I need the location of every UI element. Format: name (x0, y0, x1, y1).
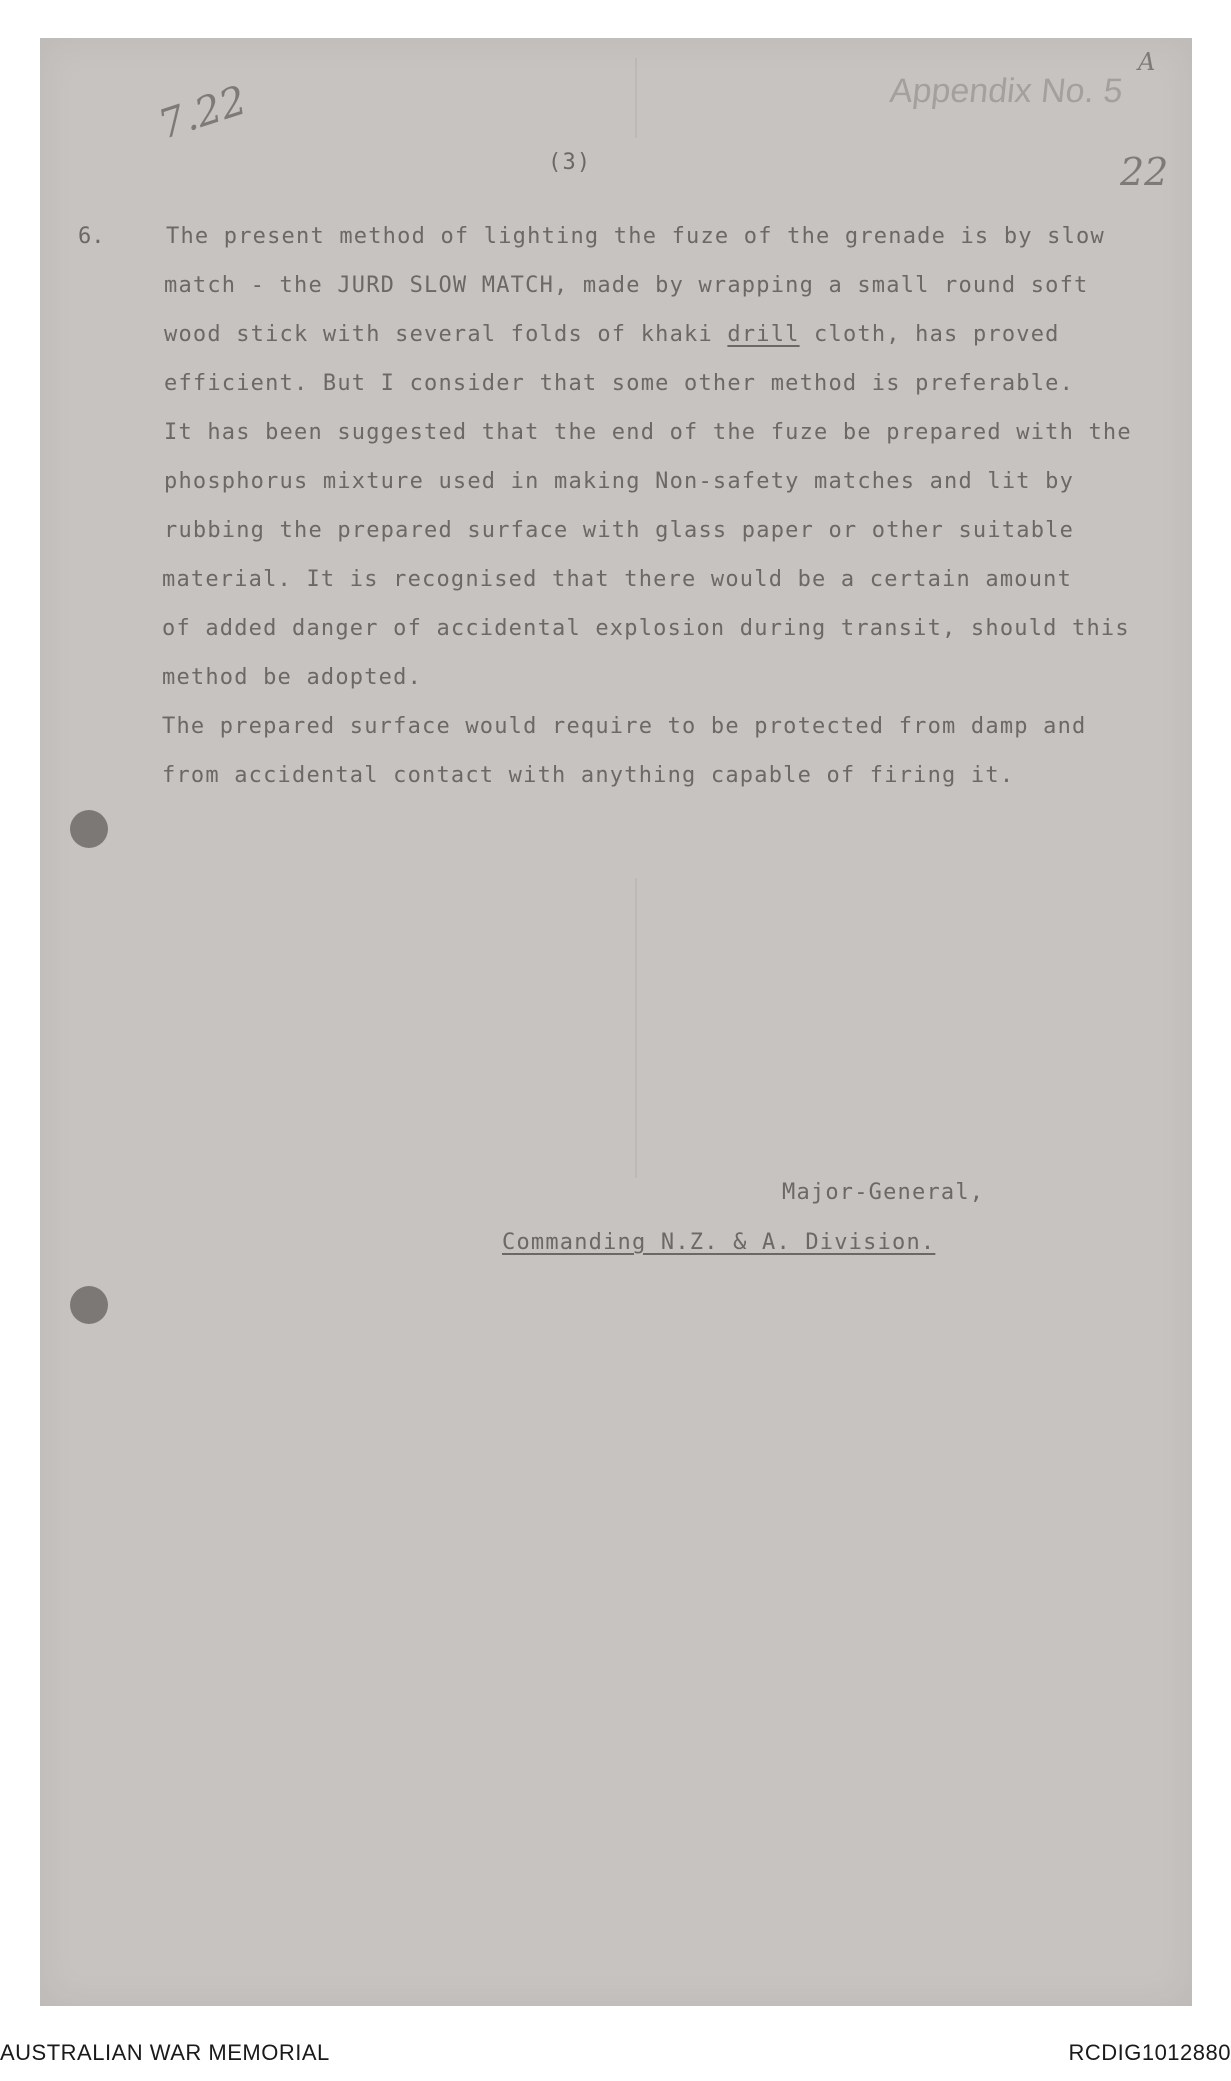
underlined-word: drill (727, 322, 800, 347)
paragraph-line: The present method of lighting the fuze of the grenade is by slow (166, 224, 1105, 249)
paragraph-line: match - the JURD SLOW MATCH, made by wrapping a small round soft (164, 273, 1089, 298)
fold-mark (635, 878, 637, 1178)
paragraph-line-start: wood stick with several folds of khaki drill cloth, has proved (164, 322, 1060, 347)
appendix-stamp (888, 72, 1125, 111)
paragraph-number: 6. (78, 224, 105, 249)
paragraph-line: material. It is recognised that there would be a certain amount (162, 567, 1073, 592)
paragraph-line: It has been suggested that the end of the fuze be prepared with the (164, 420, 1132, 445)
signature-rank: Major-General, (782, 1180, 985, 1205)
paragraph-line: rubbing the prepared surface with glass paper or other suitable (164, 518, 1075, 543)
signature-command: Commanding N.Z. & A. Division. (502, 1230, 936, 1255)
document-page (40, 38, 1192, 2006)
paragraph-line: The prepared surface would require to be protected from damp and (162, 714, 1087, 739)
punch-hole (70, 810, 108, 848)
appendix-stamp-label: Appendix No. 5 (888, 72, 1125, 110)
handwritten-page-number: 22 (1120, 150, 1169, 194)
punch-hole (70, 1286, 108, 1324)
footer-institution: AUSTRALIAN WAR MEMORIAL (0, 2040, 330, 2065)
appendix-suffix: A (1138, 48, 1156, 76)
page-label: (3) (548, 150, 592, 175)
paragraph-line: from accidental contact with anything capable of firing it. (162, 763, 1015, 788)
handwritten-reference: 7.22 (153, 77, 252, 149)
paragraph-line: method be adopted. (162, 665, 423, 690)
paragraph-line: phosphorus mixture used in making Non-safety matches and lit by (164, 469, 1075, 494)
paragraph-line: efficient. But I consider that some other method is preferable. (164, 371, 1075, 396)
footer-record-id: RCDIG1012880 (1068, 2040, 1231, 2065)
fold-mark (635, 58, 637, 138)
paragraph-line: of added danger of accidental explosion during transit, should this (162, 616, 1130, 641)
paragraph-line (164, 322, 1060, 347)
